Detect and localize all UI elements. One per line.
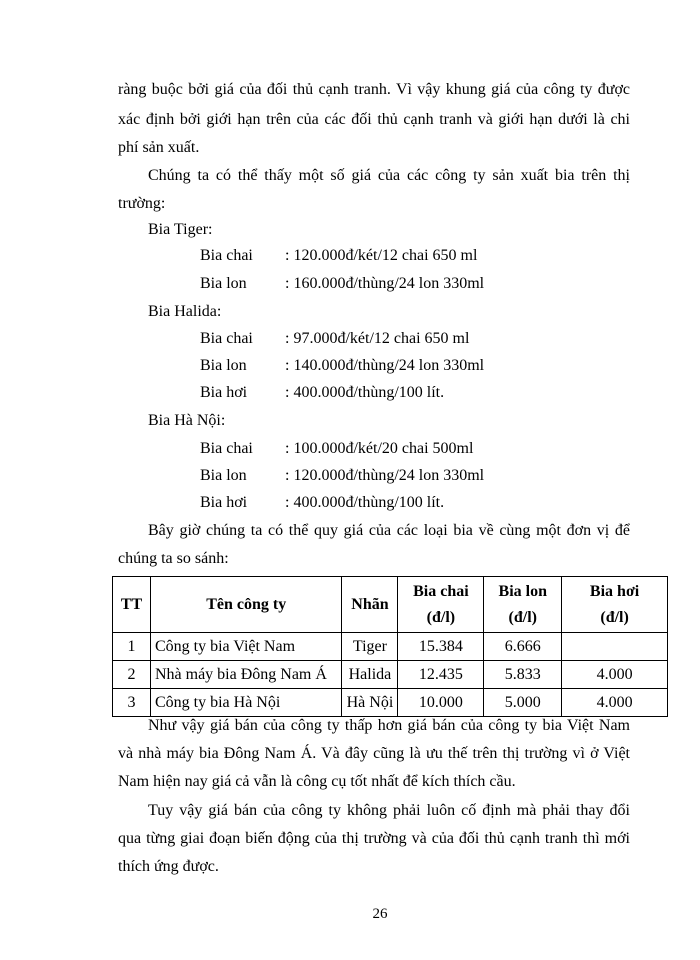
header-brand: Nhãn	[342, 577, 398, 633]
cell-can: 5.833	[484, 661, 562, 689]
price-value: : 120.000đ/két/12 chai 650 ml	[285, 247, 478, 264]
cell-bottle: 12.435	[398, 661, 484, 689]
paragraph-line: và nhà máy bia Đông Nam Á. Và đây cũng là ưu thế trên thị trường vì ở Việt	[118, 745, 630, 762]
paragraph-line: Như vậy giá bán của công ty thấp hơn giá bán của công ty bia Việt Nam	[148, 717, 630, 734]
paragraph-line: ràng buộc bởi giá của đối thủ cạnh tranh. Vì vậy khung giá của công ty được	[118, 81, 630, 98]
paragraph-line: Nam hiện nay giá cả vẫn là công cụ tốt nhất để kích thích cầu.	[118, 773, 516, 790]
cell-bottle: 15.384	[398, 633, 484, 661]
paragraph-line: Bây giờ chúng ta có thể quy giá của các loại bia về cùng một đơn vị để	[148, 522, 630, 539]
page-number: 26	[372, 906, 388, 922]
price-value: : 97.000đ/két/12 chai 650 ml	[285, 330, 470, 347]
table-row	[113, 633, 668, 661]
price-value: : 400.000đ/thùng/100 lít.	[285, 384, 445, 401]
cell-company: Nhà máy bia Đông Nam Á	[150, 661, 341, 689]
cell-draft	[562, 633, 668, 661]
cell-tt: 1	[113, 633, 151, 661]
cell-tt: 3	[113, 689, 151, 717]
price-type: Bia lon	[200, 357, 247, 374]
price-type: Bia hơi	[200, 384, 248, 401]
cell-tt: 2	[113, 661, 151, 689]
cell-brand: Halida	[342, 661, 398, 689]
paragraph-line: xác định bởi giới hạn trên của các đối thủ cạnh tranh và giới hạn dưới là chi	[118, 111, 630, 128]
price-type: Bia chai	[200, 440, 253, 457]
paragraph-line: phí sản xuất.	[118, 139, 200, 156]
table-header-row	[113, 577, 668, 633]
price-value: : 160.000đ/thùng/24 lon 330ml	[285, 275, 485, 292]
paragraph-line: thích ứng được.	[118, 858, 219, 875]
paragraph-line: chúng ta so sánh:	[118, 550, 229, 567]
paragraph-line: Tuy vậy giá bán của công ty không phải luôn cố định mà phải thay đổi	[148, 802, 630, 819]
table-row	[113, 661, 668, 689]
price-value: : 140.000đ/thùng/24 lon 330ml	[285, 357, 485, 374]
cell-company: Công ty bia Hà Nội	[150, 689, 341, 717]
price-value: : 400.000đ/thùng/100 lít.	[285, 494, 445, 511]
cell-can: 5.000	[484, 689, 562, 717]
price-type: Bia lon	[200, 467, 247, 484]
header-can: Bia lon (đ/l)	[484, 577, 562, 633]
paragraph-line: trường:	[118, 195, 166, 212]
price-value: : 120.000đ/thùng/24 lon 330ml	[285, 467, 485, 484]
cell-brand: Hà Nội	[342, 689, 398, 717]
price-type: Bia hơi	[200, 494, 248, 511]
cell-can: 6.666	[484, 633, 562, 661]
header-company: Tên công ty	[150, 577, 341, 633]
brand-label: Bia Hà Nội:	[148, 412, 226, 429]
paragraph-line: qua từng giai đoạn biến động của thị trường và của đối thủ cạnh tranh thì mới	[118, 830, 630, 847]
price-value: : 100.000đ/két/20 chai 500ml	[285, 440, 474, 457]
price-type: Bia chai	[200, 247, 253, 264]
price-comparison-table	[112, 576, 668, 717]
cell-brand: Tiger	[342, 633, 398, 661]
cell-draft: 4.000	[562, 661, 668, 689]
header-tt: TT	[113, 577, 151, 633]
paragraph-line: Chúng ta có thể thấy một số giá của các công ty sản xuất bia trên thị	[148, 167, 630, 184]
header-bottle: Bia chai (đ/l)	[398, 577, 484, 633]
brand-label: Bia Tiger:	[148, 221, 213, 238]
brand-label: Bia Halida:	[148, 303, 222, 320]
cell-bottle: 10.000	[398, 689, 484, 717]
table-row	[113, 689, 668, 717]
cell-draft: 4.000	[562, 689, 668, 717]
cell-company: Công ty bia Việt Nam	[150, 633, 341, 661]
header-draft: Bia hơi (đ/l)	[562, 577, 668, 633]
price-type: Bia chai	[200, 330, 253, 347]
price-type: Bia lon	[200, 275, 247, 292]
